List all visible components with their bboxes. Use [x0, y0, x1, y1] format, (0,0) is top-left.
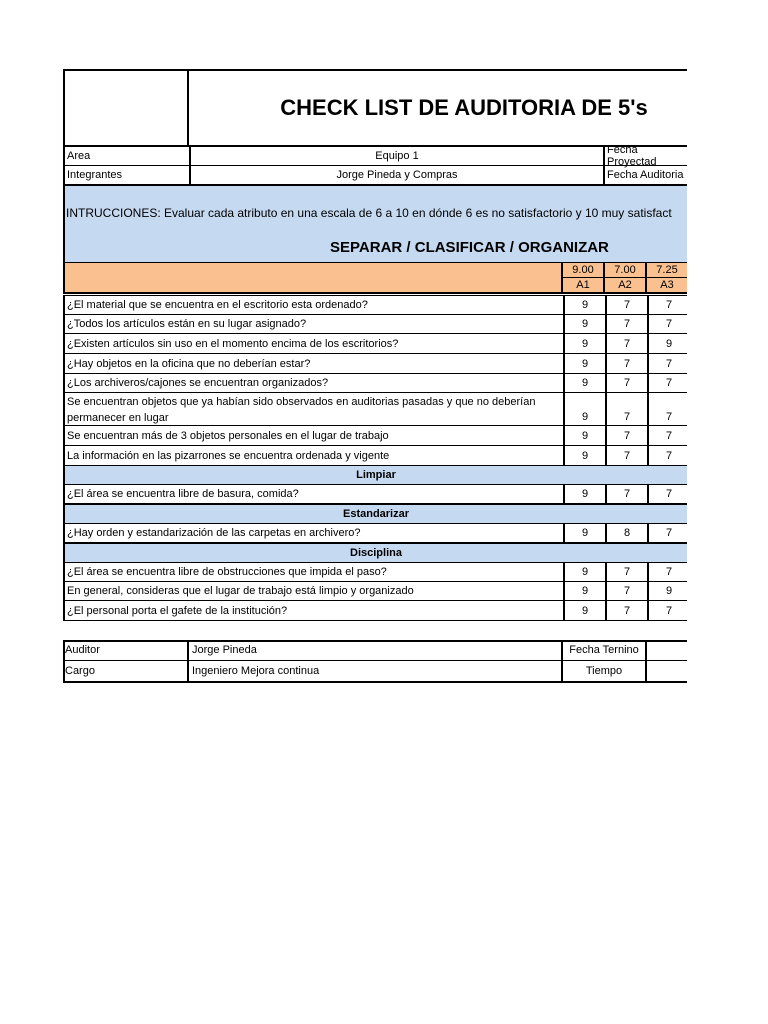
question-text: ¿El material que se encuentra en el escritorio esta ordenado? — [67, 299, 368, 311]
score-a2[interactable]: 7 — [605, 601, 647, 620]
fecha-auditoria-label — [603, 166, 689, 184]
integrantes-value: Jorge Pineda y Compras — [189, 166, 603, 184]
cargo-label: Cargo — [65, 665, 95, 677]
question-text: La información en las pizarrones se encuentra ordenada y vigente — [67, 449, 390, 462]
score-a3[interactable]: 7 — [647, 426, 689, 445]
auditor-a1 — [561, 278, 603, 292]
score-a1[interactable]: 9 — [563, 334, 605, 353]
question-row — [63, 484, 687, 504]
score-a3[interactable]: 7 — [647, 296, 689, 314]
question-row — [63, 562, 687, 582]
score-a3[interactable]: 7 — [647, 446, 689, 465]
auditor-a3-label: A3 — [660, 279, 674, 291]
cargo-value-cell — [187, 661, 561, 681]
score-a2[interactable]: 7 — [605, 374, 647, 392]
score-a1[interactable]: 9 — [563, 393, 605, 425]
score-a2[interactable]: 7 — [605, 426, 647, 445]
score-header-cells — [561, 262, 687, 294]
question-row — [63, 315, 687, 334]
score-a3[interactable]: 7 — [647, 354, 689, 373]
question-row — [63, 393, 687, 426]
tiempo-value — [645, 661, 687, 681]
question-text: En general, consideras que el lugar de trabajo está limpio y organizado — [67, 585, 414, 597]
auditor-a1-label: A1 — [576, 279, 590, 291]
question-text: ¿El área se encuentra libre de basura, comida? — [67, 488, 299, 500]
section-disciplina: Disciplina — [63, 543, 687, 562]
fecha-proyectada-text: Fecha Proyectad — [607, 143, 657, 168]
auditor-value-cell — [187, 640, 561, 660]
score-a2[interactable]: 7 — [605, 582, 647, 600]
score-a3[interactable]: 9 — [647, 582, 689, 600]
avg-a2 — [603, 262, 645, 278]
question-text: ¿El área se encuentra libre de obstrucciones que impida el paso? — [67, 566, 387, 578]
logo-cell — [63, 69, 189, 147]
area-value: Equipo 1 — [189, 146, 603, 165]
question-row — [63, 446, 687, 466]
fecha-termino-value — [645, 640, 687, 660]
question-row — [63, 426, 687, 446]
area-label: Area — [67, 149, 91, 162]
auditor-a3 — [645, 278, 687, 292]
section-limpiar: Limpiar — [63, 465, 687, 484]
question-line-2: permanecer en lugar — [67, 412, 169, 424]
question-text: ¿Hay objetos en la oficina que no deberían estar? — [67, 357, 311, 370]
question-row — [63, 601, 687, 621]
footer-cargo-row — [63, 661, 687, 681]
score-a1[interactable]: 9 — [563, 426, 605, 445]
score-a2[interactable]: 7 — [605, 296, 647, 314]
section-estandarizar: Estandarizar — [63, 504, 687, 523]
fecha-auditoria-text: Fecha Auditoria — [607, 169, 684, 181]
avg-a3-value: 7.25 — [656, 263, 678, 276]
avg-a2-value: 7.00 — [614, 263, 636, 276]
auditor-label: Auditor — [65, 644, 100, 656]
auditor-value: Jorge Pineda — [192, 644, 257, 656]
score-a1[interactable]: 9 — [563, 374, 605, 392]
score-a1[interactable]: 9 — [563, 524, 605, 542]
auditor-a2-label: A2 — [618, 279, 632, 291]
score-a1[interactable]: 9 — [563, 296, 605, 314]
area-row — [63, 143, 687, 168]
score-a2[interactable]: 7 — [605, 315, 647, 333]
score-a3[interactable]: 7 — [647, 563, 689, 581]
score-a2[interactable]: 7 — [605, 563, 647, 581]
question-text: ¿Todos los artículos están en su lugar asignado? — [67, 318, 307, 330]
score-a1[interactable]: 9 — [563, 485, 605, 503]
score-a1[interactable]: 9 — [563, 315, 605, 333]
integrantes-label: Integrantes — [67, 169, 123, 181]
score-a1[interactable]: 9 — [563, 446, 605, 465]
question-text: Se encuentran más de 3 objetos personales en el lugar de trabajo — [67, 429, 389, 442]
avg-a1 — [561, 262, 603, 278]
score-a2[interactable]: 7 — [605, 446, 647, 465]
score-a1[interactable]: 9 — [563, 582, 605, 600]
cargo-value: Ingeniero Mejora continua — [192, 665, 320, 677]
question-text: ¿El personal porta el gafete de la institución? — [67, 604, 288, 617]
question-row — [63, 354, 687, 374]
question-row — [63, 295, 687, 315]
page-title: CHECK LIST DE AUDITORIA DE 5's — [280, 95, 648, 120]
score-a2[interactable]: 7 — [605, 393, 647, 425]
instructions-text: INTRUCCIONES: Evaluar cada atributo en una escala de 6 a 10 en dónde 6 es no satisfactorio y 10 muy satisfact — [66, 206, 672, 220]
question-text — [67, 393, 535, 425]
integrantes-row — [63, 166, 687, 186]
auditor-a2 — [603, 278, 645, 292]
question-row — [63, 374, 687, 393]
score-a1[interactable]: 9 — [563, 601, 605, 620]
question-line-1: Se encuentran objetos que ya habían sido observados en auditorias pasadas y que no deberían — [67, 396, 536, 408]
score-a2[interactable]: 7 — [605, 354, 647, 373]
score-a3[interactable]: 9 — [647, 334, 689, 353]
score-a3[interactable]: 7 — [647, 601, 689, 620]
score-a2[interactable]: 7 — [605, 334, 647, 353]
question-row — [63, 582, 687, 601]
score-a3[interactable]: 7 — [647, 524, 689, 542]
question-row — [63, 334, 687, 354]
avg-a3 — [645, 262, 687, 278]
question-text: ¿Los archiveros/cajones se encuentran organizados? — [67, 377, 329, 389]
fecha-termino-label: Fecha Ternino — [561, 640, 645, 660]
avg-a1-value: 9.00 — [572, 263, 594, 276]
score-a3[interactable]: 7 — [647, 315, 689, 333]
question-row — [63, 523, 687, 543]
score-a1[interactable]: 9 — [563, 563, 605, 581]
tiempo-label: Tiempo — [561, 661, 645, 681]
score-a3[interactable]: 7 — [647, 485, 689, 503]
score-a3[interactable]: 7 — [647, 393, 689, 425]
question-text: ¿Existen artículos sin uso en el momento encima de los escritorios? — [67, 337, 399, 350]
question-text: ¿Hay orden y estandarización de las carpetas en archivero? — [67, 527, 361, 539]
fecha-proyectada-label — [603, 143, 689, 168]
score-a2[interactable]: 8 — [605, 524, 647, 542]
section-separar-title: SEPARAR / CLASIFICAR / ORGANIZAR — [330, 239, 609, 256]
score-a1[interactable]: 9 — [563, 354, 605, 373]
footer-auditor-row — [63, 640, 687, 661]
score-a3[interactable]: 7 — [647, 374, 689, 392]
score-a2[interactable]: 7 — [605, 485, 647, 503]
